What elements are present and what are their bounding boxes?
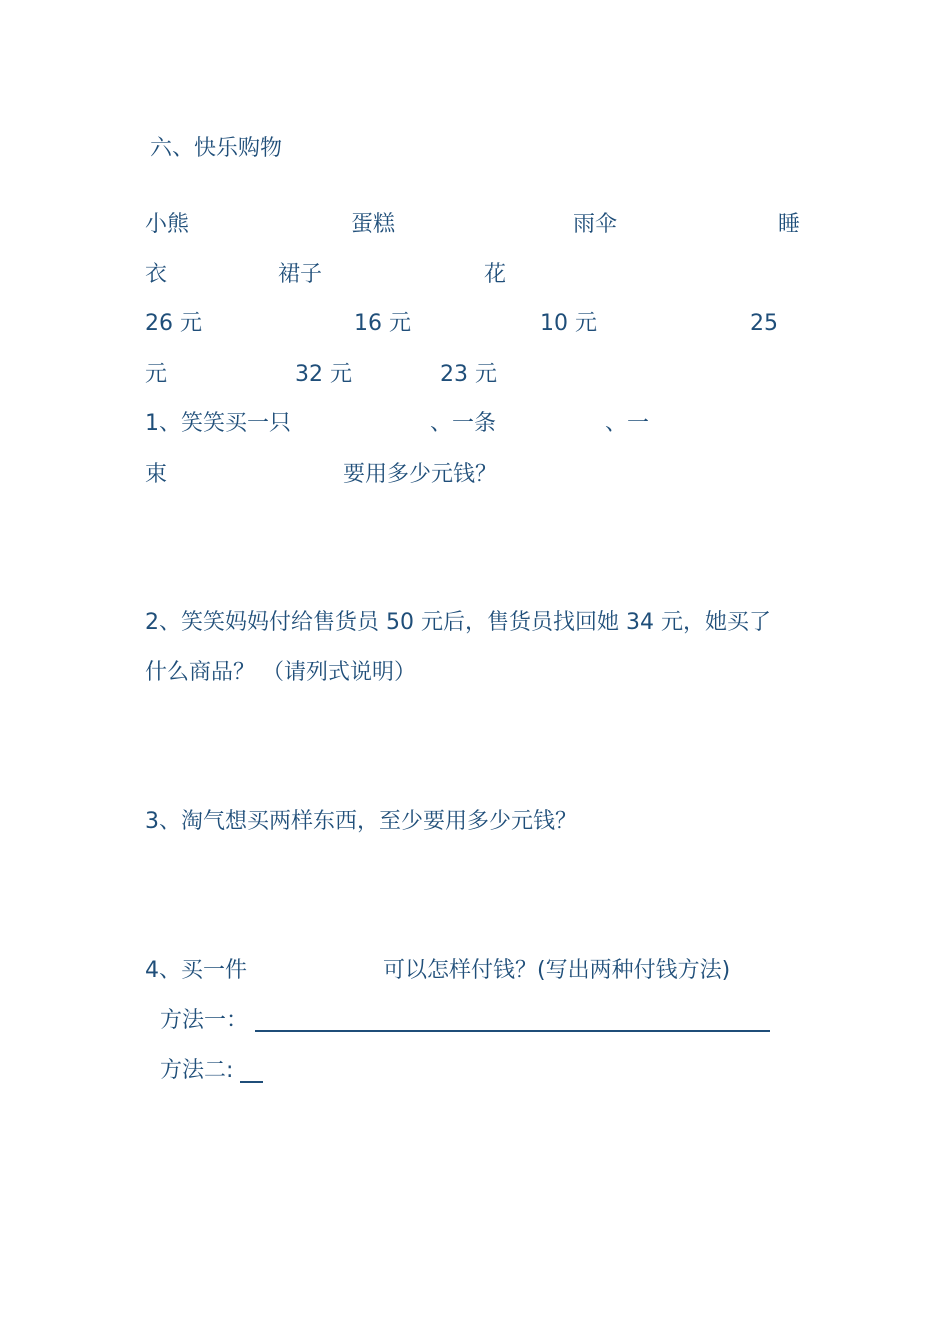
question-1-part3: 、一 bbox=[605, 411, 650, 436]
product-price-bear: 26 元 bbox=[145, 311, 202, 336]
product-price-skirt: 32 元 bbox=[295, 362, 352, 387]
product-price-cake: 16 元 bbox=[354, 311, 411, 336]
question-2-line2: 什么商品？ （请列式说明） bbox=[145, 660, 416, 685]
question-1-part1: 1、笑笑买一只 bbox=[145, 411, 291, 436]
question-4-part2: 可以怎样付钱？(写出两种付钱方法) bbox=[383, 958, 731, 983]
question-1-part2: 、一条 bbox=[430, 411, 497, 436]
method-2-label: 方法二: bbox=[160, 1058, 234, 1083]
section-title: 六、快乐购物 bbox=[150, 136, 283, 161]
product-price-pajamas-part1: 25 bbox=[750, 311, 778, 336]
question-4-part1: 4、买一件 bbox=[145, 958, 247, 983]
product-name-bear: 小熊 bbox=[145, 212, 190, 237]
question-1-part4: 束 bbox=[145, 462, 168, 487]
product-name-pajamas-part1: 睡 bbox=[778, 212, 801, 237]
product-price-pajamas-part2: 元 bbox=[145, 362, 168, 387]
method-1-label: 方法一： bbox=[160, 1008, 249, 1033]
method-2-answer-line[interactable] bbox=[240, 1081, 263, 1083]
product-name-skirt: 裙子 bbox=[278, 262, 323, 287]
product-name-cake: 蛋糕 bbox=[351, 212, 396, 237]
method-1-answer-line[interactable] bbox=[255, 1030, 770, 1032]
product-name-pajamas-part2: 衣 bbox=[145, 262, 168, 287]
product-price-flower: 23 元 bbox=[440, 362, 497, 387]
product-name-umbrella: 雨伞 bbox=[573, 212, 618, 237]
question-1-part5: 要用多少元钱？ bbox=[343, 462, 498, 487]
product-price-umbrella: 10 元 bbox=[540, 311, 597, 336]
question-3: 3、淘气想买两样东西，至少要用多少元钱？ bbox=[145, 809, 577, 834]
question-2-line1: 2、笑笑妈妈付给售货员 50 元后，售货员找回她 34 元，她买了 bbox=[145, 610, 771, 635]
product-name-flower: 花 bbox=[484, 262, 507, 287]
